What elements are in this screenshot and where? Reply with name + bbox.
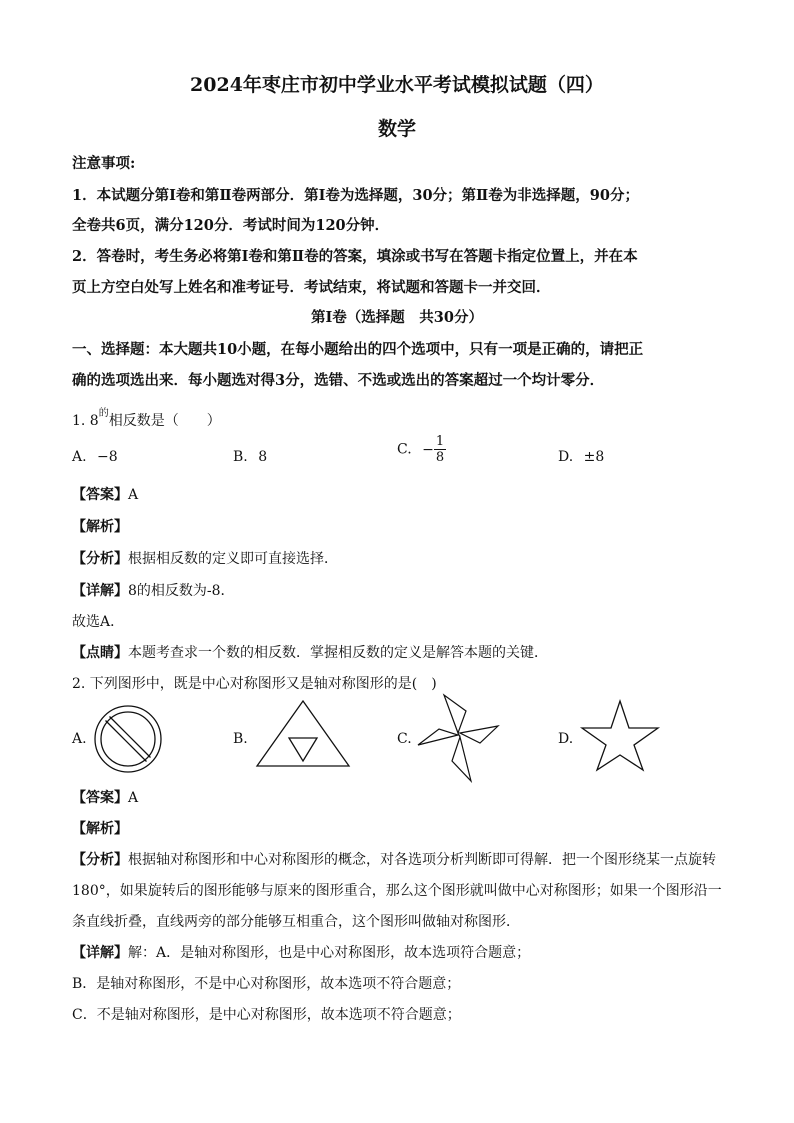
detail-text: 解：A．是轴对称图形，也是中心对称图形，故本选项符合题意； <box>128 945 531 961</box>
fraction-numerator: 1 <box>435 434 445 449</box>
q1-stem-text: 相反数是（ ） <box>108 413 221 429</box>
dianjing-tag: 【点睛】 <box>72 645 128 661</box>
answer-value: A <box>128 790 139 806</box>
q1-answer <box>72 484 138 504</box>
answer-value: A <box>128 487 139 503</box>
q2-detail-a <box>72 942 530 962</box>
detail-tag: 【详解】 <box>72 583 128 599</box>
q1-dianjing <box>72 642 548 662</box>
fenxi-text: 根据相反数的定义即可直接选择． <box>128 551 338 567</box>
q2-answer <box>72 787 138 807</box>
q2-fenxi-line-3: 条直线折叠，直线两旁的部分能够互相重合，这个图形叫做轴对称图形． <box>72 914 520 930</box>
notes-line-4: 页上方空白处写上姓名和准考证号．考试结束，将试题和答题卡一并交回． <box>72 279 551 296</box>
q2-detail-c: C．不是轴对称图形，是中心对称图形，故本选项不符合题意； <box>72 1007 461 1023</box>
q1-option-b-text: 8 <box>258 449 268 465</box>
notes-line-3: 2．答卷时，考生务必将第Ⅰ卷和第Ⅱ卷的答案，填涂或书写在答题卡指定位置上，并在本 <box>72 248 638 265</box>
q1-detail <box>72 580 235 600</box>
q2-fenxi-line-1 <box>72 849 716 869</box>
q2-fenxi-line-2: 180°，如果旋转后的图形能够与原来的图形重合，那么这个图形就叫做中心对称图形；如果一个图形沿一 <box>72 883 722 899</box>
q2-stem: 2. 下列图形中，既是中心对称图形又是轴对称图形的是( ) <box>72 676 437 692</box>
q1-choose: 故选A． <box>72 614 125 630</box>
q2-option-a-label: A. <box>72 731 87 747</box>
q1-option-c <box>397 434 446 465</box>
q2-analysis-tag: 【解析】 <box>72 821 128 837</box>
fenxi-tag: 【分析】 <box>72 852 128 868</box>
section-intro-1: 一、选择题：本大题共10小题，在每小题给出的四个选项中，只有一项是正确的，请把正 <box>72 341 644 358</box>
q1-option-c-label: C. <box>397 441 412 458</box>
fenxi-tag: 【分析】 <box>72 551 128 567</box>
q2-option-d-label: D. <box>558 731 574 747</box>
q1-option-b <box>233 449 267 465</box>
q2-figure-c-pinwheel <box>414 693 504 785</box>
section-heading: 第Ⅰ卷（选择题 共30分） <box>311 309 483 326</box>
detail-text: 8的相反数为-8． <box>128 583 235 599</box>
q2-figure-b-nested-triangles <box>253 698 353 770</box>
answer-tag: 【答案】 <box>72 790 128 806</box>
q1-option-c-fraction <box>434 434 446 465</box>
page-title: 2024年枣庄市初中学业水平考试模拟试题（四） <box>190 74 604 96</box>
q1-fenxi <box>72 548 338 568</box>
section-intro-2: 确的选项选出来．每小题选对得3分，选错、不选或选出的答案超过一个均计零分． <box>72 372 605 389</box>
q2-figure-d-star <box>578 698 662 772</box>
subject-title: 数学 <box>377 118 416 140</box>
q1-option-d-text: ±8 <box>583 449 605 465</box>
q1-option-b-label: B. <box>233 449 248 465</box>
q1-option-d-label: D. <box>558 449 574 465</box>
q1-option-a <box>72 449 118 465</box>
q1-analysis-tag: 【解析】 <box>72 519 128 535</box>
q1-option-d <box>558 449 604 465</box>
q1-option-c-sign: − <box>422 441 434 458</box>
q2-figure-a-no-sign <box>92 703 164 775</box>
q1-stem-number: 1. 8 <box>72 413 99 429</box>
fenxi-text: 根据轴对称图形和中心对称图形的概念，对各选项分析判断即可得解．把一个图形绕某一点旋转 <box>128 852 716 868</box>
q1-stem <box>72 410 221 430</box>
q1-option-a-label: A. <box>72 449 87 465</box>
detail-tag: 【详解】 <box>72 945 128 961</box>
fraction-denominator: 8 <box>435 450 445 465</box>
q2-option-c-label: C. <box>397 731 412 747</box>
dianjing-text: 本题考查求一个数的相反数．掌握相反数的定义是解答本题的关键． <box>128 645 548 661</box>
q1-option-a-text: −8 <box>97 449 118 465</box>
q2-option-b-label: B. <box>233 731 248 747</box>
notes-line-1: 1．本试题分第Ⅰ卷和第Ⅱ卷两部分．第Ⅰ卷为选择题，30分；第Ⅱ卷为非选择题，90分； <box>72 187 639 204</box>
notes-line-2: 全卷共6页，满分120分．考试时间为120分钟． <box>72 217 390 234</box>
notes-heading: 注意事项: <box>72 155 136 172</box>
q1-stem-superscript: 的 <box>98 408 109 419</box>
q2-detail-b: B．是轴对称图形，不是中心对称图形，故本选项不符合题意； <box>72 976 461 992</box>
answer-tag: 【答案】 <box>72 487 128 503</box>
